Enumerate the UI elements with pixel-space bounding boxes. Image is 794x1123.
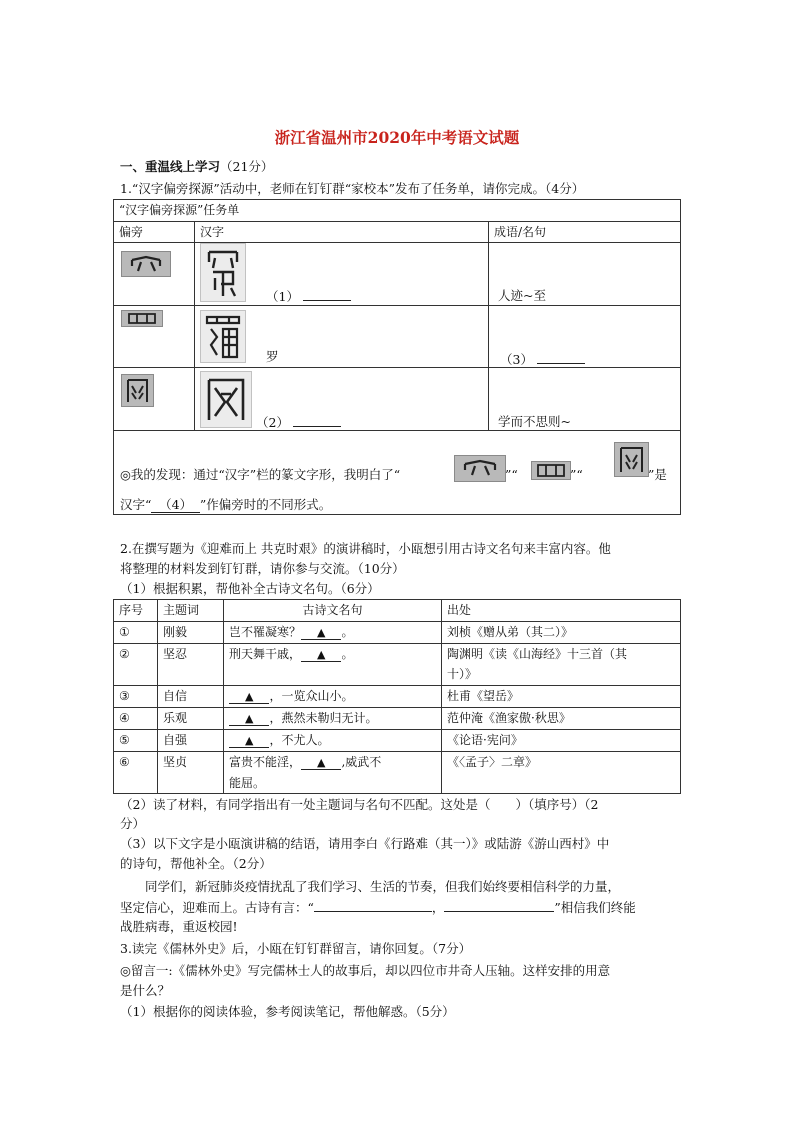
verse-pre: 富贵不能淫， bbox=[229, 755, 302, 769]
quote-end: ”是 bbox=[648, 467, 667, 482]
table-row bbox=[114, 752, 681, 794]
answer-blank-4[interactable]: （4） bbox=[151, 497, 199, 513]
answer-blank-3[interactable] bbox=[537, 350, 585, 364]
q2-prompt-line1: 2.在撰写题为《迎难而上 共克时艰》的演讲稿时，小瓯想引用古诗文名句来丰富内容。他 bbox=[120, 541, 611, 556]
row-source bbox=[442, 644, 681, 686]
verse-blank[interactable] bbox=[229, 733, 269, 748]
triangle-icon: ▲ bbox=[245, 734, 254, 747]
header-idiom: 成语/名句 bbox=[489, 222, 681, 243]
answer-blank-2[interactable] bbox=[293, 413, 341, 427]
row-no: ② bbox=[114, 644, 158, 686]
header-verse: 古诗文名句 bbox=[224, 600, 442, 622]
discovery-text-b bbox=[120, 496, 331, 514]
row-source: 杜甫《望岳》 bbox=[442, 686, 681, 708]
speech-line2-post: ”相信我们终能 bbox=[554, 900, 636, 915]
table-row bbox=[114, 243, 681, 306]
seal-char-qiong-icon bbox=[201, 244, 245, 301]
speech-line2-pre: 坚定信心，迎难而上。古诗有言：“ bbox=[120, 900, 314, 915]
row-verse bbox=[224, 644, 442, 686]
hanzi-label-2: （2） bbox=[256, 415, 289, 430]
quote-separator-1: ”“ bbox=[505, 467, 518, 482]
hanzi-label-1: （1） bbox=[266, 289, 299, 304]
verse-blank[interactable] bbox=[301, 625, 341, 640]
seal-char-luo-image bbox=[200, 310, 246, 363]
section1-score: （21分） bbox=[220, 159, 274, 174]
q2-sub3-line1: （3）以下文字是小瓯演讲稿的结语，请用李白《行路难（其一）》或陆游《游山西村》中 bbox=[120, 836, 610, 851]
seal-char-qiong-image bbox=[200, 243, 246, 302]
seal-char-wang-icon bbox=[201, 372, 251, 427]
quote-separator-2: ”“ bbox=[570, 467, 583, 482]
row-no: ⑥ bbox=[114, 752, 158, 794]
row-verse bbox=[224, 622, 442, 644]
verse-line2: 能屈。 bbox=[229, 776, 266, 790]
q3-message-line2: 是什么？ bbox=[120, 983, 171, 998]
seal-char-wang-image bbox=[200, 371, 252, 428]
row-verse bbox=[224, 730, 442, 752]
row-no: ④ bbox=[114, 708, 158, 730]
source-line1: 陶渊明《读《山海经》十三首（其 bbox=[447, 647, 628, 661]
verse-post: ，不尤人。 bbox=[269, 733, 330, 747]
seal-small-wang2-icon bbox=[615, 443, 648, 476]
header-source: 出处 bbox=[442, 600, 681, 622]
row-source: 范仲淹《渔家傲·秋思》 bbox=[442, 708, 681, 730]
row-no: ① bbox=[114, 622, 158, 644]
verse-post: 。 bbox=[341, 625, 354, 639]
verse-post: ，一览众山小。 bbox=[269, 689, 354, 703]
seal-radical-wang2-image bbox=[121, 374, 154, 407]
table-row bbox=[114, 368, 681, 431]
seal-small-wang-icon bbox=[532, 462, 570, 479]
q1-prompt: 1.“汉字偏旁探源”活动中，老师在钉钉群“家校本”发布了任务单，请你完成。（4分） bbox=[120, 181, 585, 196]
header-radical: 偏旁 bbox=[114, 222, 195, 243]
seal-radical-wang-icon bbox=[122, 311, 162, 326]
header-theme: 主题词 bbox=[158, 600, 224, 622]
verse-blank[interactable] bbox=[229, 711, 269, 726]
seal-small-wang2-image bbox=[614, 442, 649, 477]
q2-sub3-line2: 的诗句，帮他补全。（2分） bbox=[120, 856, 272, 871]
triangle-icon: ▲ bbox=[317, 626, 326, 639]
q2-sub2-line2: 分） bbox=[120, 816, 146, 831]
page-title: 浙江省温州市2020年中考语文试题 bbox=[274, 128, 520, 147]
header-no: 序号 bbox=[114, 600, 158, 622]
row-verse bbox=[224, 752, 442, 794]
row-theme: 自信 bbox=[158, 686, 224, 708]
row-no: ⑤ bbox=[114, 730, 158, 752]
triangle-icon: ▲ bbox=[317, 648, 326, 661]
table-row bbox=[114, 686, 681, 708]
q2-sub1: （1）根据积累，帮他补全古诗文名句。（6分） bbox=[120, 581, 380, 596]
hanzi-answer-2 bbox=[256, 413, 341, 432]
row-theme: 自强 bbox=[158, 730, 224, 752]
table-row bbox=[114, 306, 681, 368]
seal-radical-xue-image bbox=[121, 251, 171, 277]
idiom-text-1: 人迹~至 bbox=[498, 288, 546, 303]
table-row bbox=[114, 622, 681, 644]
discovery-b-post: ”作偏旁时的不同形式。 bbox=[199, 497, 332, 512]
seal-small-xue-icon bbox=[455, 456, 505, 481]
row-verse bbox=[224, 686, 442, 708]
source-line2: 十）》 bbox=[447, 667, 478, 681]
triangle-icon: ▲ bbox=[245, 712, 254, 725]
verse-blank[interactable] bbox=[229, 689, 269, 704]
row-theme: 坚忍 bbox=[158, 644, 224, 686]
discovery-text-a: ◎我的发现：通过“汉字”栏的篆文字形，我明白了“ bbox=[120, 467, 401, 482]
verse-post: 。 bbox=[341, 647, 354, 661]
answer-blank-1[interactable] bbox=[303, 287, 351, 301]
q2-sub2-line1: （2）读了材料，有同学指出有一处主题词与名句不匹配。这处是（ ）（填序号）（2 bbox=[120, 797, 599, 812]
triangle-icon: ▲ bbox=[245, 690, 254, 703]
seal-radical-wang-image bbox=[121, 310, 163, 327]
speech-line2-mid: ， bbox=[431, 900, 445, 915]
row-source: 《论语·宪问》 bbox=[442, 730, 681, 752]
row-source: 《〈孟子〉二章》 bbox=[442, 752, 681, 794]
discovery-b-pre: 汉字“ bbox=[120, 497, 152, 512]
verse-blank[interactable] bbox=[301, 755, 341, 770]
triangle-icon: ▲ bbox=[317, 756, 326, 769]
table-row bbox=[114, 730, 681, 752]
q3-prompt: 3.读完《儒林外史》后，小瓯在钉钉群留言，请你回复。（7分） bbox=[120, 941, 472, 956]
verse-pre: 刑天舞干戚， bbox=[229, 647, 302, 661]
task-table-title: “汉字偏旁探源”任务单 bbox=[114, 200, 681, 222]
row-theme: 乐观 bbox=[158, 708, 224, 730]
speech-blank-2[interactable] bbox=[444, 898, 554, 912]
hanzi-text-2: 罗 bbox=[266, 349, 279, 364]
row-verse bbox=[224, 708, 442, 730]
section1-heading bbox=[120, 158, 273, 176]
seal-radical-xue-icon bbox=[122, 252, 170, 276]
row-no: ③ bbox=[114, 686, 158, 708]
verse-pre: 岂不罹凝寒？ bbox=[229, 625, 302, 639]
speech-line1: 同学们，新冠肺炎疫情扰乱了我们学习、生活的节奏，但我们始终要相信科学的力量， bbox=[145, 879, 621, 894]
q3-sub1: （1）根据你的阅读体验，参考阅读笔记，帮他解惑。（5分） bbox=[120, 1004, 455, 1019]
idiom-answer-3 bbox=[500, 350, 585, 369]
idiom-label-3: （3） bbox=[500, 352, 533, 367]
seal-char-luo-icon bbox=[201, 311, 245, 362]
idiom-text-3: 学而不思则~ bbox=[498, 414, 571, 429]
verse-table bbox=[113, 599, 681, 794]
verse-blank[interactable] bbox=[301, 647, 341, 662]
verse-post: ,威武不 bbox=[341, 755, 382, 769]
table-row bbox=[114, 708, 681, 730]
speech-line2 bbox=[120, 898, 636, 917]
verse-post: ，燕然未勒归无计。 bbox=[269, 711, 378, 725]
hanzi-answer-1 bbox=[266, 287, 351, 306]
row-theme: 坚贞 bbox=[158, 752, 224, 794]
speech-blank-1[interactable] bbox=[314, 898, 432, 912]
seal-small-wang-image bbox=[531, 461, 571, 480]
q2-prompt-line2: 将整理的材料发到钉钉群，请你参与交流。（10分） bbox=[120, 561, 405, 576]
seal-radical-wang2-icon bbox=[122, 375, 153, 406]
row-source: 刘桢《赠从弟（其二）》 bbox=[442, 622, 681, 644]
section1-title: 一、重温线上学习 bbox=[120, 159, 221, 174]
table-row bbox=[114, 644, 681, 686]
seal-small-xue-image bbox=[454, 455, 506, 482]
speech-line3: 战胜病毒，重返校园! bbox=[120, 919, 238, 934]
header-hanzi: 汉字 bbox=[195, 222, 489, 243]
q3-message-line1: ◎留言一:《儒林外史》写完儒林士人的故事后，却以四位市井奇人压轴。这样安排的用意 bbox=[120, 963, 611, 978]
row-theme: 刚毅 bbox=[158, 622, 224, 644]
